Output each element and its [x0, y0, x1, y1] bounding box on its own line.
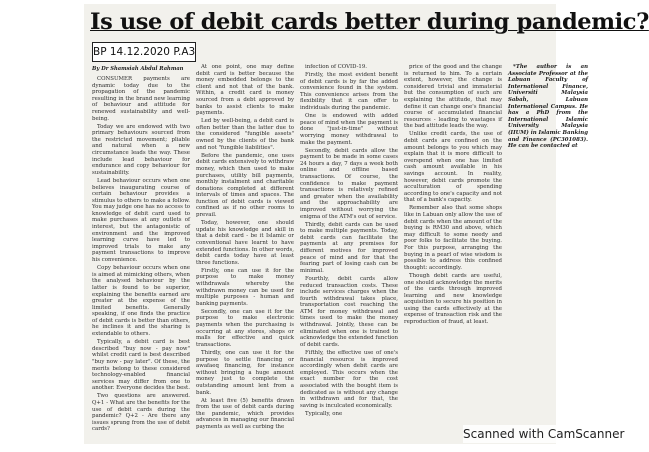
paragraph: At least five (5) benefits drawn from the use of debit cards during the pandemic, which provides advances in managing our financial payments as well as curbing the — [196, 397, 294, 430]
paragraph: infection of COVID-19. — [305, 64, 367, 70]
article-byline: By Dr Shamsiah Abdul Rahman — [92, 66, 184, 72]
paragraph: CONSUMER payments are dynamic today due to the propagation of the pandemic resulting in the brand new learning of behaviour and attitude for renewed sustainability and well-being. — [92, 76, 190, 122]
paragraph: Thirdly, one can use it for the purpose to settle financing or awafaeq financing, for instance without bringing a huge amount money just to complete the outstanding amount lent from a bank. — [196, 349, 294, 396]
article-column-2 — [196, 64, 294, 436]
paragraph: price of the good and the change is returned to him. To a certain extent, however, the change is considered trivial and immaterial but the consumption of such are explaining the attitude, that may define it can change one's financial course of accumulated financial resources - leading to wastages if the bad attitude leads the way. — [404, 64, 502, 130]
paragraph: Secondly, one can use it for the purpose to make electronic payments when the purchasing is occurring at any stores, shops or malls for effective and quick transactions. — [196, 308, 294, 348]
paragraph: Remember also that some shops like in Labuan only allow the use of debit cards when the amount of the buying is RM30 and above, which may difficult to some needy and poor folks to facilitate the buying. For this purpose, arranging the buying in a pearl of wise wisdom is possible to address this confined thought: accordingly. — [404, 205, 502, 271]
paragraph: Before the pandemic, one uses debit cards extensively to withdraw money, which then used to make purchases, utility bill payments, monthly instalment and charitable donations completed at different intervals of times and spaces. The function of debit cards is viewed confined as if no other rooms to prevail. — [196, 152, 294, 219]
author-note: *The author is an Associate Professor at the Labuan Faculty of International Finance, Universiti Malaysia Sabah, Labuan International Campus. He has a PhD from the International Islamic University Malaysia (IIUM) in Islamic Banking and Finance (PC301083). He can be contacted at — [508, 64, 588, 150]
paragraph: Though debit cards are useful, one should acknowledge the merits of the cards through improved learning and new knowledge acquisition to secure his position in using the cards effectively at the expense of transaction risk and the reproduction of fraud, at least. — [404, 272, 502, 326]
paragraph: Lead behaviour occurs when one believes inaugurating course of certain behaviour provides a stimulus to others to make a follow. You may judge one has no access to knowledge of debit card used to make purchases at any outlets of interest, but the antagonistic of environment and the improved learning curve have led to improved trials to make any payment transactions to improve his convenience. — [92, 177, 190, 264]
paragraph: Thirdly, debit cards can be used to make multiple payments. Today, debit cards can facilitate the payments at any premises for different motives for improved peace of mind and for that the fearing part of losing cash can be minimal. — [300, 221, 398, 274]
paragraph: One is endowed with added peace of mind when the payment is done "just-in-time" without worrying money withdrawal to make the payment. — [300, 113, 398, 146]
article-column-4 — [404, 64, 502, 436]
author-note-column — [508, 64, 588, 436]
paragraph: Firstly, the most evident benefit of debit cards is by far the added convenience found in the system. This convenience arises from the flexibility that it can offer to individuals during the pandemic. — [300, 72, 398, 112]
paragraph: Firstly, one can use it for the purpose to make money withdrawals whereby the withdrawn money can be used for multiple purposes - human and banking payments. — [196, 267, 294, 307]
article-column-1 — [92, 76, 190, 436]
newspaper-clipping — [84, 4, 649, 444]
paragraph: Unlike credit cards, the use of debit cards are confined on the amount belongs to you which may explain that it is more difficult to overspend when one has limited cash amount available in his savings account. In reality, however, debit cards promote the acculturation of spending according to one's capacity and not that of a bank's capacity. — [404, 131, 502, 204]
paragraph: Copy behaviour occurs when one is aimed at mimicking others, when the analysed behaviour by the latter is found to be superior, explaining the benefits earned are greater at the expense of the limited benefits. Generally speaking, if one finds the practice of debit cards is better than others, he inclines it and the sharing is extendable to others. — [92, 265, 190, 338]
paragraph: Today, however, one should update his knowledge and skill in that a debit card - be it Islamic or conventional have learnt to have extended functions. In other words, debit cards today have at least three functions. — [196, 220, 294, 266]
paragraph: Led by well-being, a debit card is often better than the latter due to the considered "fungible assets" owned by the clients of the bank and not "fungible liabilities". — [196, 118, 294, 151]
paragraph: Typically, a debit card is best described "buy now - pay now" whilst credit card is best described "buy now - pay later". Of these, the merits belong to these considered technology-enabled financial services may differ from one to another. Everyone decides the best. — [92, 339, 190, 392]
source-date-tag: BP 14.12.2020 P.A3 — [92, 42, 196, 62]
paragraph: Today we are endowed with two primary behaviours sourced from the restricted movement; pliable and natural when a new circumstance leads the way. These include lead behaviour for endurance and copy behaviour for sustainability. — [92, 123, 190, 176]
paragraph: Fifthly, the effective use of one's financial resource is improved accordingly when debit cards are employed. This occurs when the exact number for the cost associated with the bought item is dedicated as is without any change in withdrawn and for that, the saving is inculcated economically. — [300, 349, 398, 409]
article-headline: Is use of debit cards better during pandemic? — [90, 9, 649, 35]
paragraph: Secondly, debit cards allow the payment to be made in some cases 24 hours a day, 7 days a week both online and offline based transactions. Of course, the confidence to make payment transactions is relatively refined and greater when the availability and the approachability are improved without worrying the enigma of the ATM's out of service. — [300, 147, 398, 220]
article-column-3 — [300, 64, 398, 436]
scanner-watermark: Scanned with CamScanner — [463, 425, 640, 443]
paragraph: Fourthly, debit cards allow reduced transaction costs. These include services charges when the fourth withdrawal takes place, transportation cost reaching the ATM for money withdrawal and times used to make the money withdrawal. Jointly, these can be eliminated when one is trained to acknowledge the extended function of debit cards. — [300, 275, 398, 348]
paragraph: At one point, one may define debit card is better because the money embedded belongs to the client and not that of the bank. Within, a credit card is money sourced from a debt approved by banks to assist clients to make payments. — [196, 64, 294, 117]
paragraph: Two questions are answered. Q+1 - What are the benefits for the use of debit cards during the pandemic? Q+2 - Are there any issues sprung from the use of debit cards? — [92, 393, 190, 433]
paragraph: Typically, one — [305, 410, 343, 417]
